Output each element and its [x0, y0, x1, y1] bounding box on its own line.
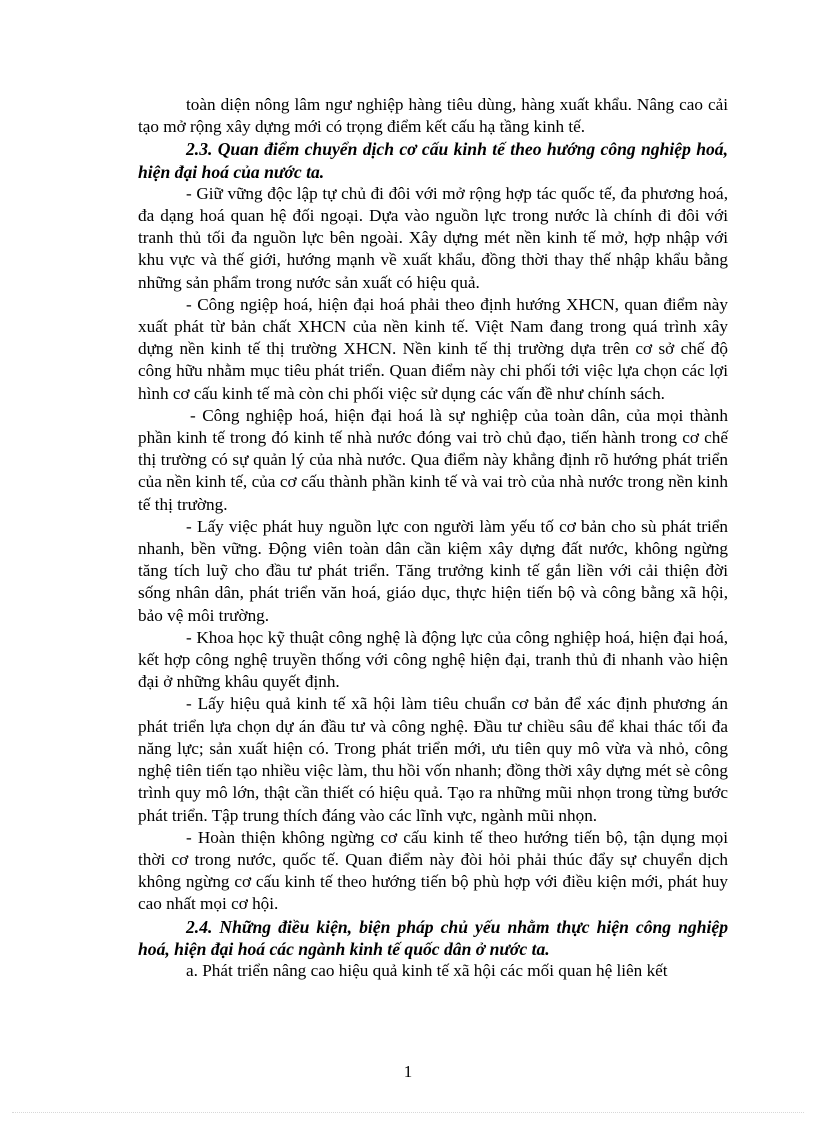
body-paragraph: - Lấy hiệu quả kinh tế xã hội làm tiêu chuẩn cơ bản để xác định phương án phát triển lựa chọn dự án đầu tư và công nghệ. Đầu tư chiều sâu để khai thác tối đa năng lực; sản xuất hiện có. Trong phát triển mới, ưu tiên quy mô vừa và nhỏ, công nghệ tiên tiến tạo nhiều việc làm, thu hồi vốn nhanh; đồng thời xây dựng mét sè công trình quy mô lớn, thật cần thiết có hiệu quả. Tạo ra những mũi nhọn trong từng bước phát triển. Tập trung thích đáng vào các lĩnh vực, ngành mũi nhọn.: [138, 694, 728, 825]
body-paragraph: - Hoàn thiện không ngừng cơ cấu kinh tế theo hướng tiến bộ, tận dụng mọi thời cơ trong nước, quốc tế. Quan điểm này đòi hỏi phải thúc đẩy sự chuyển dịch không ngừng cơ cấu kinh tế theo hướng tiến bộ phù hợp với điều kiện mới, phát huy cao nhất mọi cơ hội.: [138, 827, 728, 914]
body-paragraph: toàn diện nông lâm ngư nghiệp hàng tiêu dùng, hàng xuất khẩu. Nâng cao cải tạo mở rộng xây dựng mới có trọng điểm kết cấu hạ tầng kinh tế.: [138, 95, 728, 137]
body-paragraph: - Công ngiệp hoá, hiện đại hoá phải theo định hướng XHCN, quan điểm này xuất phát từ bản chất XHCN của nền kinh tế. Việt Nam đang trong quá trình xây dựng nền kinh tế thị trường XHCN. Nền kinh tế thị trường dựa trên cơ sở chế độ công hữu nhằm mục tiêu phát triển. Quan điểm này chi phối tới việc lựa chọn các lợi hình cơ cấu kinh tế mà còn chi phối việc sử dụng các vấn đề như chính sách.: [138, 294, 728, 403]
body-paragraph: - Giữ vững độc lập tự chủ đi đôi với mở rộng hợp tác quốc tế, đa phương hoá, đa dạng hoá quan hệ đối ngoại. Dựa vào nguồn lực trong nước là chính đi đôi với tranh thủ tối đa nguồn lực bên ngoài. Xây dựng mét nền kinh tế mở, hợp nhập với khu vực và thế giới, hướng mạnh về xuất khẩu, đồng thời thay thế nhập khẩu bằng những sản phẩm trong nước sản xuất có hiệu quả.: [138, 183, 728, 292]
body-paragraph: - Khoa học kỹ thuật công nghệ là động lực của công nghiệp hoá, hiện đại hoá, kết hợp công nghệ truyền thống với công nghệ hiện đại, tranh thủ đi nhanh vào hiện đại ở những khâu quyết định.: [138, 627, 728, 692]
body-paragraph: a. Phát triển nâng cao hiệu quả kinh tế xã hội các mối quan hệ liên kết: [186, 960, 668, 980]
page-number: 1: [403, 1062, 413, 1081]
page-bottom-border: [12, 1112, 804, 1113]
section-heading: 2.3. Quan điểm chuyển dịch cơ cấu kinh tế theo hướng công nghiệp hoá, hiện đại hoá của nước ta.: [138, 139, 728, 182]
section-heading: 2.4. Những điều kiện, biện pháp chủ yếu nhằm thực hiện công nghiệp hoá, hiện đại hoá các ngành kinh tế quốc dân ở nước ta.: [138, 916, 728, 959]
document-body: [138, 94, 728, 982]
body-paragraph: - Công nghiệp hoá, hiện đại hoá là sự nghiệp của toàn dân, của mọi thành phần kinh tế trong đó kinh tế nhà nước đóng vai trò chủ đạo, tiến hành trong cơ chế thị trường có sự quản lý của nhà nước. Qua điểm này khẳng định rõ hướng phát triển của nền kinh tế, của cơ cấu thành phần kinh tế và vai trò của nhà nước trong nền kinh tế thị trường.: [138, 405, 728, 514]
body-paragraph: - Lấy việc phát huy nguồn lực con người làm yếu tố cơ bản cho sù phát triển nhanh, bền vững. Động viên toàn dân cần kiệm xây dựng đất nước, không ngừng tăng tích luỹ cho đầu tư phát triển. Tăng trưởng kinh tế gắn liền với cải thiện đời sống nhân dân, phát triển văn hoá, giáo dục, thực hiện tiến bộ và công bằng xã hội, bảo vệ môi trường.: [138, 516, 728, 625]
